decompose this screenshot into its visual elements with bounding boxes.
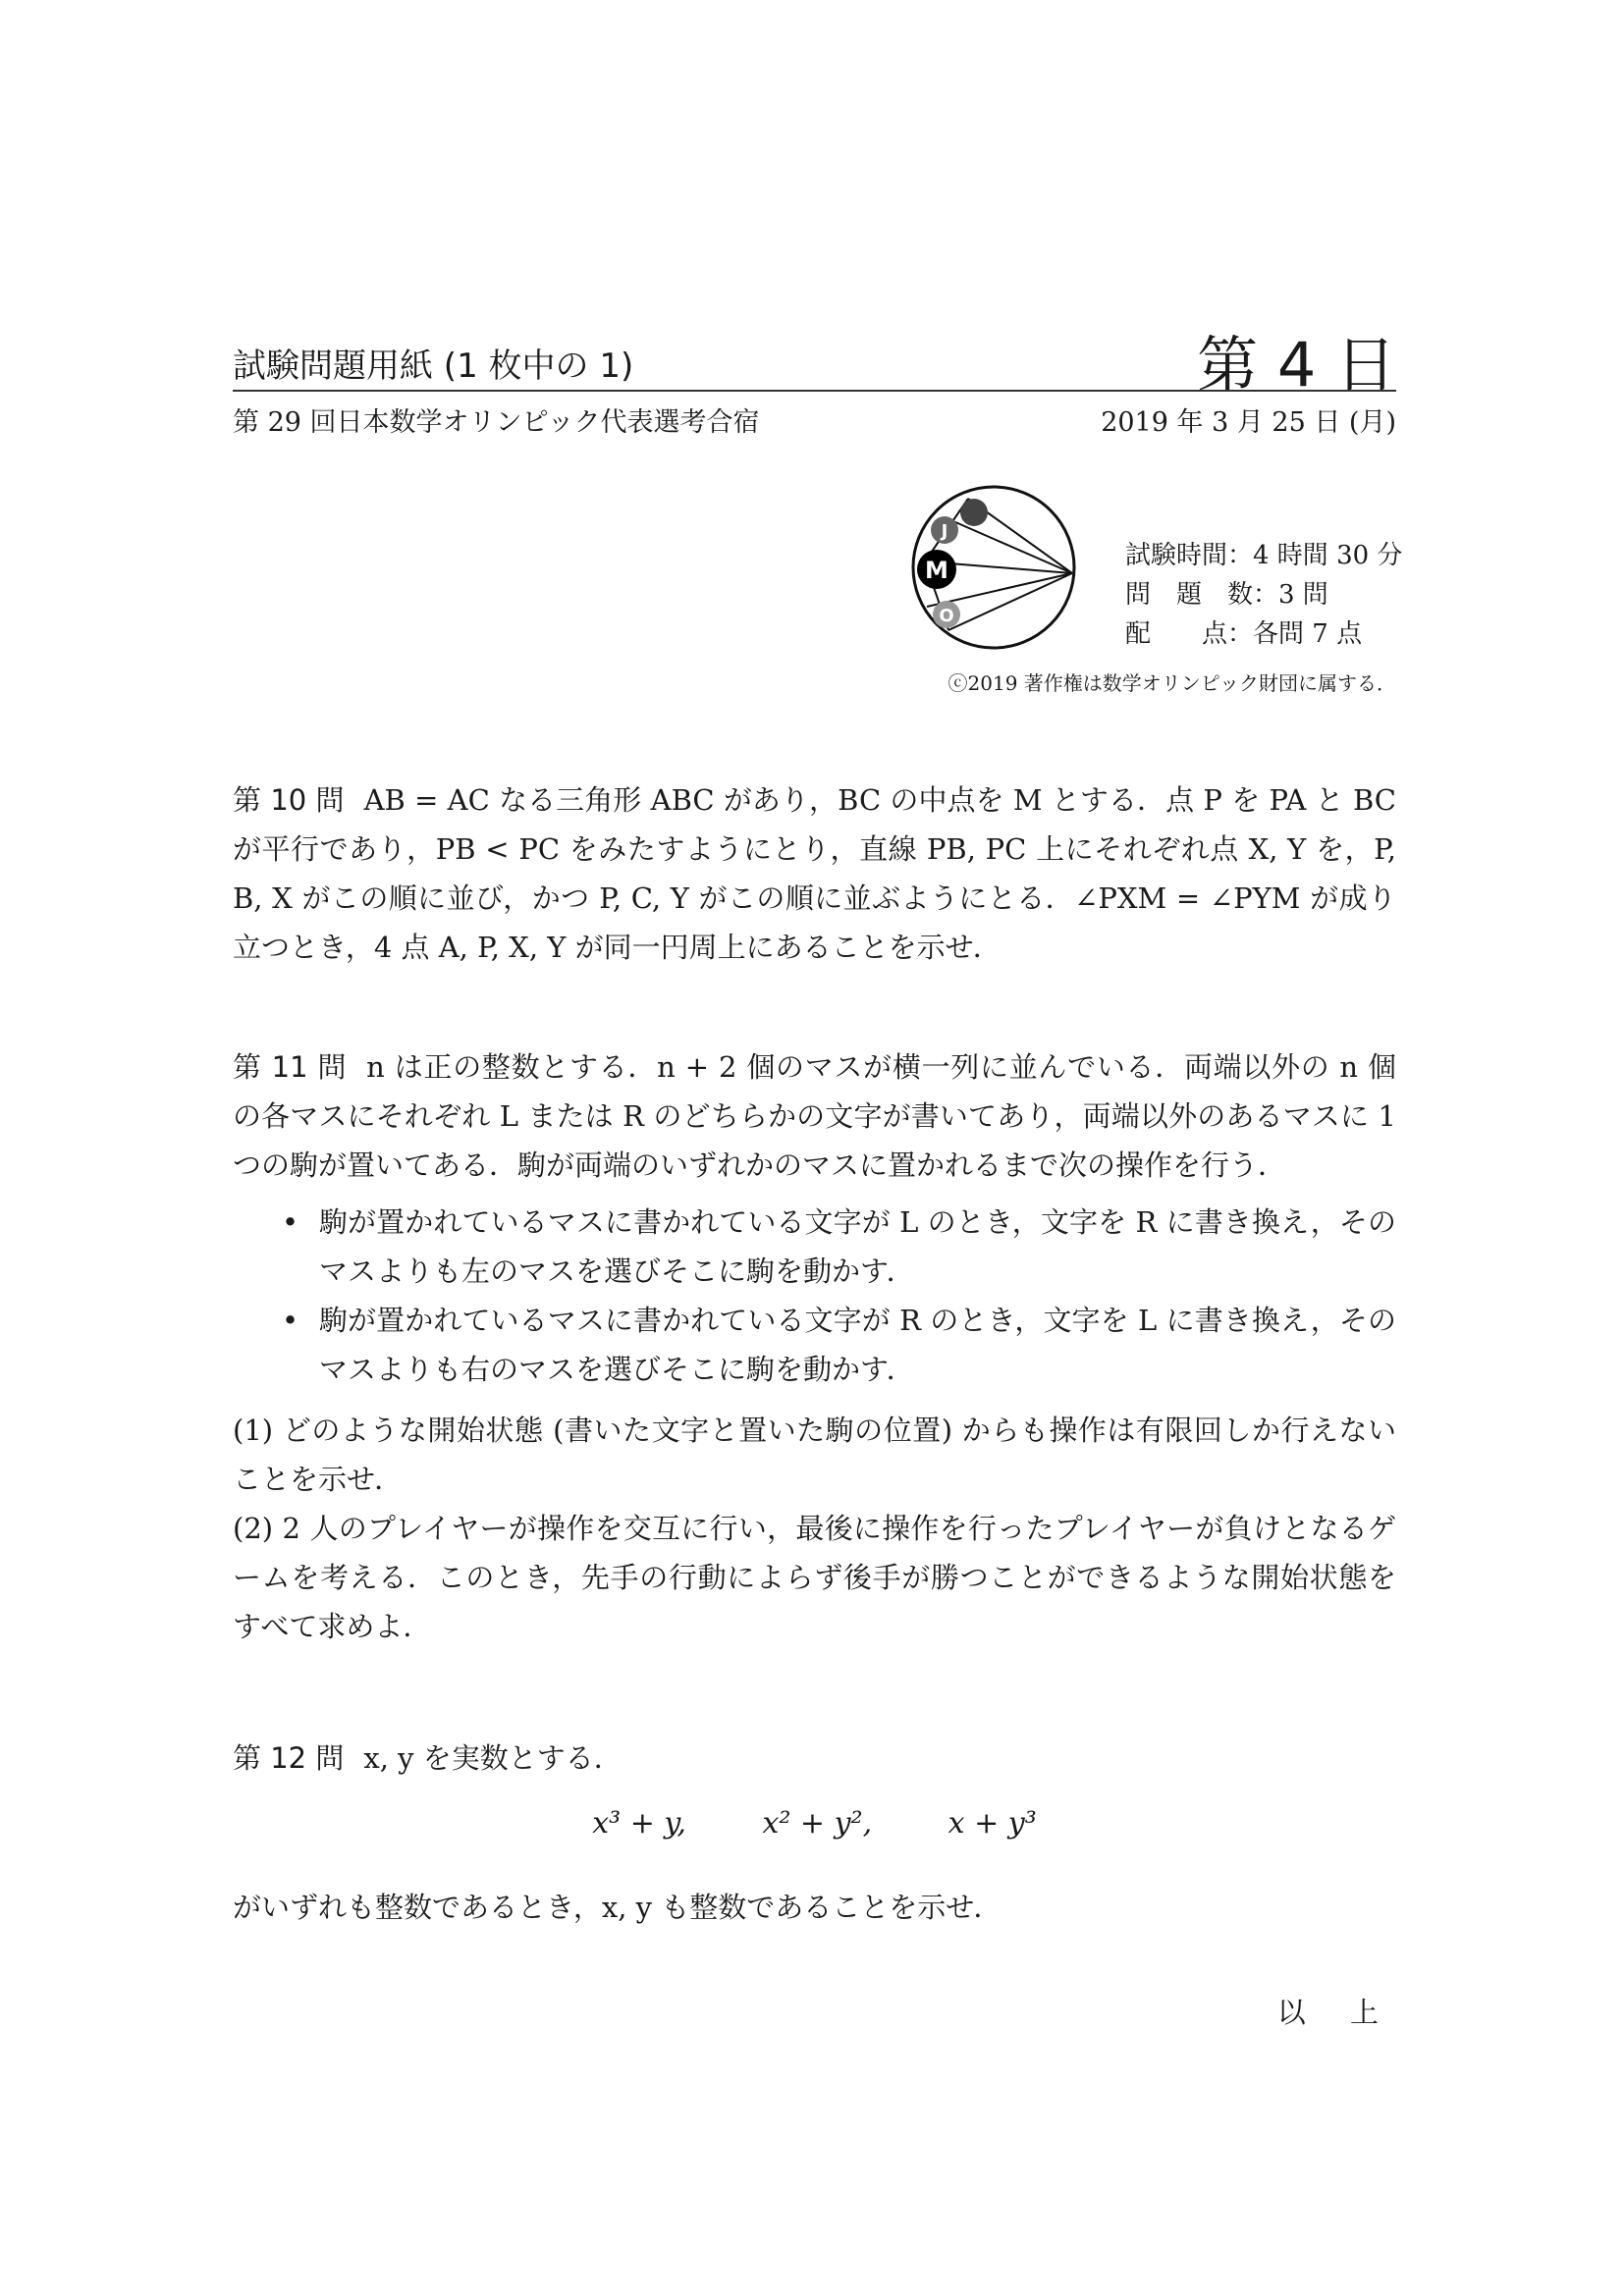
expression-1: x³ + y, <box>592 1806 686 1841</box>
problem-11-q1: (1) どのような開始状態 (書いた文字と置いた駒の位置) からも操作は有限回しか行えないことを示せ． <box>233 1414 1396 1496</box>
logo-letter-o: O <box>939 606 954 626</box>
rule-item: • 駒が置かれているマスに書かれている文字が R のとき，文字を L に書き換え，そのマスよりも右のマスを選びそこに駒を動かす． <box>282 1304 1396 1386</box>
exam-time: 試験時間：4 時間 30 分 <box>1125 541 1403 570</box>
jmo-logo <box>909 483 1078 652</box>
logo-letter-j: J <box>941 521 948 542</box>
problem-11-heading: 第 11 問 <box>233 1050 348 1084</box>
problem-11-body: n は正の整数とする．n + 2 個のマスが横一列に並んでいる．両端以外の n 個の各マスにそれぞれ L または R のどちらかの文字が書いてあり，両端以外のあるマスに 1 つの駒が置いてある．駒が両端のいずれかのマスに置かれるまで次の操作を行う． <box>233 1050 1396 1182</box>
problem-10-heading: 第 10 問 <box>233 783 345 817</box>
problem-12-conclusion: がいずれも整数であるとき，x, y も整数であることを示せ． <box>233 1891 1002 1924</box>
end-mark: 以 上 <box>1276 1996 1396 2029</box>
problem-12-heading: 第 12 問 <box>233 1741 345 1775</box>
day-label: 第 4 日 <box>1197 329 1396 400</box>
problem-12-expressions <box>233 1806 1396 1841</box>
event-name: 第 29 回日本数学オリンピック代表選考合宿 <box>233 407 760 438</box>
points: 配 点：各問 7 点 <box>1125 619 1363 649</box>
rule-item: • 駒が置かれているマスに書かれている文字が L のとき，文字を R に書き換え，そのマスよりも左のマスを選びそこに駒を動かす． <box>282 1205 1396 1288</box>
exam-date: 2019 年 3 月 25 日 (月) <box>1101 407 1396 438</box>
page-title: 試験問題用紙 (1 枚中の 1) <box>233 347 634 386</box>
problem-11-q2: (2) 2 人のプレイヤーが操作を交互に行い，最後に操作を行ったプレイヤーが負けとなるゲームを考える．このとき，先手の行動によらず後手が勝つことができるような開始状態をすべて求めよ． <box>233 1512 1396 1643</box>
problem-12-intro: x, y を実数とする． <box>363 1741 623 1775</box>
expression-2: x² + y², <box>762 1806 873 1841</box>
problem-count: 問 題 数：3 問 <box>1125 580 1328 610</box>
problem-11-rules <box>233 1198 1396 1394</box>
problem-11 <box>233 1042 1396 1651</box>
copyright-notice: ⓒ2019 著作権は数学オリンピック財団に属する． <box>947 671 1396 695</box>
problem-12 <box>233 1734 1396 1783</box>
header-divider <box>233 390 1396 392</box>
exam-info <box>1125 536 1402 654</box>
expression-3: x + y³ <box>947 1806 1037 1841</box>
problem-10-body: AB = AC なる三角形 ABC があり，BC の中点を M とする．点 P を PA と BC が平行であり，PB < PC をみたすようにとり，直線 PB, PC 上にそれぞれ点 X, Y を，P, B, X がこの順に並び，かつ P, C, Y がこの順に並ぶようにとる．∠PXM = ∠PYM が成り立つとき，4 点 A, P, X, Y が同一円周上にあることを示せ． <box>233 783 1396 964</box>
problem-10 <box>233 775 1396 972</box>
logo-letter-m: M <box>925 557 948 584</box>
